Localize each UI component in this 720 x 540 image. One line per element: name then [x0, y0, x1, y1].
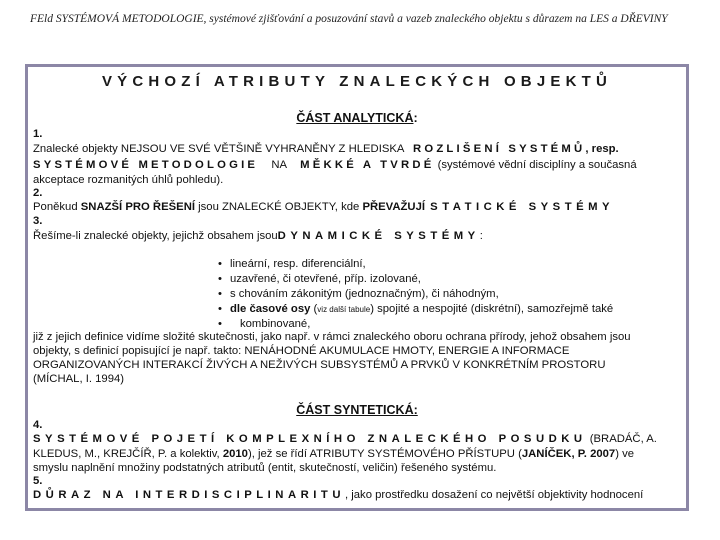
paragraph-line: objekty, s definicí popisující je např. takto: NENÁHODNÉ AKUMULACE HMOTY, ENERGIE A INFORMACE — [33, 345, 570, 357]
list-item: • s chováním zákonitým (jednoznačným), či náhodným, — [218, 287, 613, 302]
item-3-text: Řešíme-li znalecké objekty, jejichž obsahem jsouDYNAMICKÉ SYSTÉMY: — [33, 230, 483, 242]
dynamic-systems-list — [218, 257, 613, 332]
item-1-line-2: SYSTÉMOVÉ METODOLOGIE NA MĚKKÉ A TVRDÉ (systémové vědní disciplíny a současná — [33, 159, 637, 171]
item-1-line-1: Znalecké objekty NEJSOU VE SVÉ VĚTŠINĚ VYHRANĚNY Z HLEDISKA ROZLIŠENÍ SYSTÉMŮ, resp. — [33, 143, 619, 155]
item-5-number: 5. — [33, 475, 43, 487]
content-frame — [25, 64, 689, 511]
item-5-text: DŮRAZ NA INTERDISCIPLINARITU, jako prostředku dosažení co největší objektivity hodnocení — [33, 489, 644, 501]
list-item: • dle časové osy (viz další tabule) spojité a nespojité (diskrétní), samozřejmě také — [218, 302, 613, 317]
list-item: • uzavřené, či otevřené, příp. izolované, — [218, 272, 613, 287]
item-1-number: 1. — [33, 128, 43, 140]
item-2-text: Poněkud SNAZŠÍ PRO ŘEŠENÍ jsou ZNALECKÉ OBJEKTY, kde PŘEVAŽUJÍ STATICKÉ SYSTÉMY — [33, 201, 615, 213]
item-3-number: 3. — [33, 215, 43, 227]
section-synthetic-heading: ČÁST SYNTETICKÁ: — [296, 403, 418, 417]
paragraph-line: již z jejich definice vidíme složité skutečnosti, jako např. v rámci znaleckého oboru ochrana přírody, jehož obsahem jsou — [33, 331, 631, 343]
item-4-line-1: SYSTÉMOVÉ POJETÍ KOMPLEXNÍHO ZNALECKÉHO POSUDKU (BRADÁČ, A. — [33, 433, 657, 445]
paragraph-line: ORGANIZOVANÝCH INTERAKCÍ ŽIVÝCH A NEŽIVÝCH SUBSYSTÉMŮ A PRVKŮ V KONKRÉTNÍM PROSTORU — [33, 359, 606, 371]
item-4-number: 4. — [33, 419, 43, 431]
item-4-line-3: smyslu naplnění množiny podstatných atributů (entit, skutečností, veličin) řešeného systému. — [33, 462, 497, 474]
slide-title: VÝCHOZÍ ATRIBUTY ZNALECKÝCH OBJEKTŮ — [101, 73, 613, 90]
list-item: • lineární, resp. diferenciální, — [218, 257, 613, 272]
item-4-line-2: KLEDUS, M., KREJČÍŘ, P. a kolektiv, 2010), jež se řídí ATRIBUTY SYSTÉMOVÉHO PŘÍSTUPU (JANÍČEK, P. 2007) ve — [33, 448, 635, 460]
section-analytic-heading: ČÁST ANALYTICKÁ: — [296, 111, 418, 125]
item-2-number: 2. — [33, 187, 43, 199]
paragraph-line: (MÍCHAL, I. 1994) — [33, 373, 125, 385]
header-caption: FEld SYSTÉMOVÁ METODOLOGIE, systémové zjišťování a posuzování stavů a vazeb znaleckého objektu s důrazem na LES a DŘEVINY — [30, 13, 668, 25]
item-1-line-3: akceptace rozmanitých úhlů pohledu). — [33, 174, 224, 186]
list-item-continuation: • kombinované, — [218, 317, 613, 332]
